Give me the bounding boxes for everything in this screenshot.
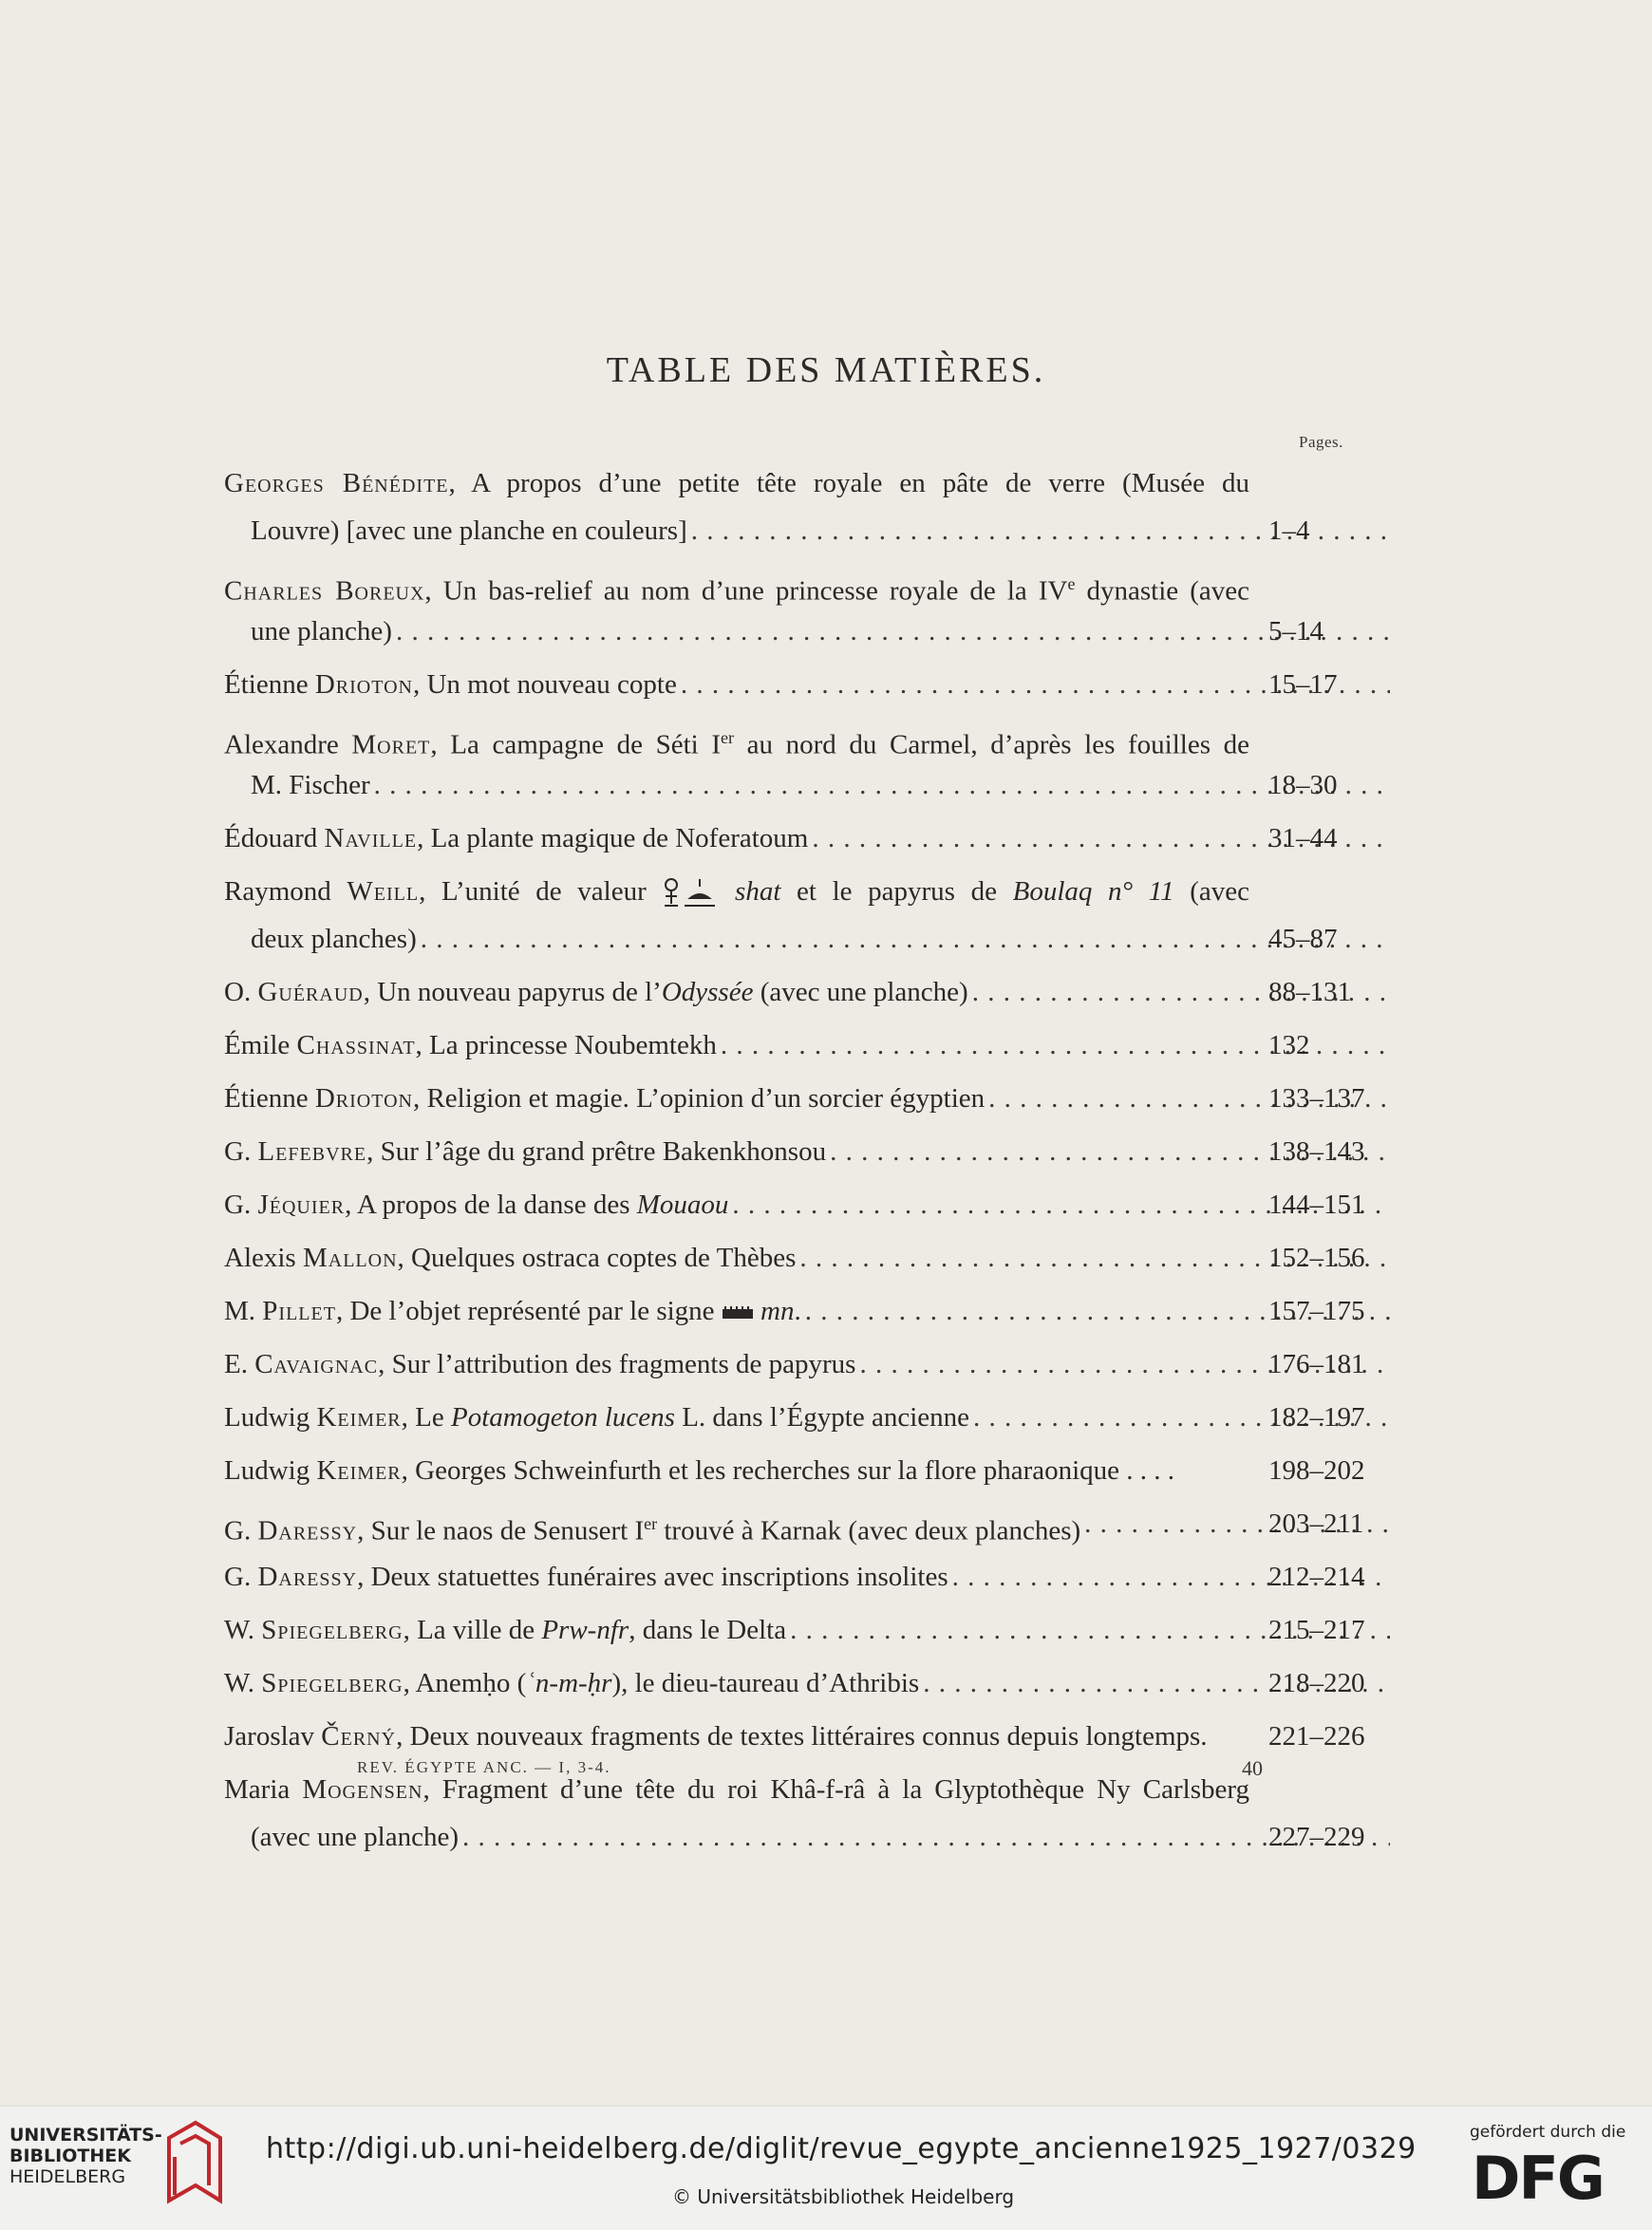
toc-entry-line: Émile Chassinat, La princesse Noubemtekh . . . <box>224 1021 1401 1069</box>
toc-page-range: 176–181 <box>1268 1349 1365 1379</box>
library-name <box>9 2125 162 2187</box>
toc-entry <box>224 1128 1401 1175</box>
toc-page-range: 88–131 <box>1268 977 1351 1007</box>
toc-entry <box>224 1553 1401 1601</box>
toc-entry <box>224 1713 1401 1760</box>
hieroglyph-shat-icon <box>662 877 719 909</box>
toc-entry <box>224 815 1401 862</box>
toc-entry-line: M. Fischer . . . <box>224 761 1401 809</box>
toc-page-range: 215–217 <box>1268 1615 1365 1645</box>
toc-entry-line: Ludwig Keimer, Le Potamogeton lucens L. dans l’Égypte ancienne . . . <box>224 1394 1401 1441</box>
dfg-logo-icon <box>1472 2147 1633 2206</box>
toc-entry-line: G. Daressy, Deux statuettes funéraires avec inscriptions insolites . . . <box>224 1553 1401 1601</box>
toc-entry-line: Ludwig Keimer, Georges Schweinfurth et les recherches sur la flore pharaonique . . . . <box>224 1455 1175 1486</box>
toc-page-range: 198–202 <box>1268 1455 1365 1486</box>
document-url-link[interactable]: http://digi.ub.uni-heidelberg.de/diglit/revue_egypte_ancienne1925_1927/0329 <box>266 2132 1417 2165</box>
toc-page-range: 31–44 <box>1268 823 1338 853</box>
hieroglyph-mn-icon <box>722 1305 754 1321</box>
toc-entry-line: M. Pillet, De l’objet représenté par le signe mn. . . . <box>224 1287 1401 1335</box>
toc-entry <box>224 1021 1401 1069</box>
toc-entry <box>224 714 1401 809</box>
toc-entry-line: G. Lefebvre, Sur l’âge du grand prêtre Bakenkhonsou . . . <box>224 1128 1401 1175</box>
library-name-line: HEIDELBERG <box>9 2166 126 2187</box>
toc-entry <box>224 1447 1401 1494</box>
toc-entry <box>224 1659 1401 1707</box>
toc-entry-line: Étienne Drioton, Religion et magie. L’opinion d’un sorcier égyptien . . . <box>224 1075 1401 1122</box>
toc-page-range: 218–220 <box>1268 1668 1365 1698</box>
toc-page-range: 132 <box>1268 1030 1310 1060</box>
toc-page-range: 182–197 <box>1268 1402 1365 1433</box>
toc-entry <box>224 1234 1401 1282</box>
toc-entry <box>224 1287 1401 1335</box>
toc-entry <box>224 661 1401 708</box>
toc-page-range: 133–137 <box>1268 1083 1365 1114</box>
toc-entry-line: O. Guéraud, Un nouveau papyrus de l’Odyssée (avec une planche) . . . <box>224 968 1401 1016</box>
toc-entry-line: Édouard Naville, La plante magique de Noferatoum . . . <box>224 815 1401 862</box>
toc-page-range: 15–17 <box>1268 669 1338 700</box>
toc-entry <box>224 868 1401 963</box>
toc-entry-line: Louvre) [avec une planche en couleurs] . . . <box>224 507 1401 554</box>
pages-column-label: Pages. <box>1299 433 1343 451</box>
library-name-line: BIBLIOTHEK <box>9 2146 131 2166</box>
toc-entry-line: W. Spiegelberg, La ville de Prw-nfr, dans le Delta . . . <box>224 1606 1401 1654</box>
toc-entry <box>224 1181 1401 1228</box>
toc-page-range: 5–14 <box>1268 616 1323 647</box>
toc-page-range: 45–87 <box>1268 924 1338 954</box>
toc-entry-line: Georges Bénédite, A propos d’une petite tête royale en pâte de verre (Musée du <box>224 468 1249 498</box>
toc-entry <box>224 968 1401 1016</box>
toc-entry-line: une planche) . . . <box>224 608 1401 655</box>
toc-page-range: 144–151 <box>1268 1190 1365 1220</box>
toc-entry <box>224 1500 1401 1547</box>
toc-entry <box>224 1340 1401 1388</box>
journal-reference: REV. ÉGYPTE ANC. — I, 3-4. <box>357 1758 611 1776</box>
toc-page-range: 138–143 <box>1268 1136 1365 1167</box>
digital-library-footer <box>0 2106 1652 2230</box>
toc-page-range: 152–156 <box>1268 1243 1365 1273</box>
toc-entry-line: Étienne Drioton, Un mot nouveau copte . . . <box>224 661 1401 708</box>
signature-number: 40 <box>1242 1756 1263 1780</box>
toc-entry-line: Raymond Weill, L’unité de valeur shat et le papyrus de Boulaq n° 11 (avec <box>224 868 1249 915</box>
toc-entry-line: Alexandre Moret, La campagne de Séti Ier au nord du Carmel, d’après les fouilles de <box>224 728 1249 760</box>
toc-entry-line: (avec une planche) . . . <box>224 1813 1401 1861</box>
toc-entry-line: Jaroslav Černý, Deux nouveaux fragments de textes littéraires connus depuis longtemps. <box>224 1721 1208 1752</box>
toc-entry-line: E. Cavaignac, Sur l’attribution des fragments de papyrus . . . <box>224 1340 1401 1388</box>
toc-page-range: 1–4 <box>1268 515 1310 546</box>
toc-page-range: 157–175 <box>1268 1296 1365 1326</box>
toc-page-range: 212–214 <box>1268 1562 1365 1592</box>
toc-entry-line: G. Daressy, Sur le naos de Senusert Ier trouvé à Karnak (avec deux planches) . . . <box>224 1500 1401 1547</box>
toc-entry <box>224 560 1401 655</box>
dfg-logo-text: DFG <box>1472 2147 1604 2206</box>
library-logo-icon <box>161 2119 228 2204</box>
library-name-line: UNIVERSITÄTS- <box>9 2125 162 2146</box>
toc-entry <box>224 1606 1401 1654</box>
toc-page-range: 227–229 <box>1268 1822 1365 1852</box>
toc-entry-line: deux planches) . . . <box>224 915 1401 963</box>
toc-entry <box>224 1766 1401 1861</box>
copyright-notice: © Universitätsbibliothek Heidelberg <box>672 2185 1015 2208</box>
toc-entry <box>224 1075 1401 1122</box>
toc-page-range: 18–30 <box>1268 770 1338 800</box>
toc-page-range: 221–226 <box>1268 1721 1365 1752</box>
funding-label: gefördert durch die <box>1470 2123 1626 2142</box>
toc-entry-line: W. Spiegelberg, Anemḥo (ʿn-m-ḥr), le dieu-taureau d’Athribis . . . <box>224 1659 1401 1707</box>
toc-entry-line: Charles Boreux, Un bas-relief au nom d’une princesse royale de la IVe dynastie (avec <box>224 574 1249 607</box>
toc-entry-line: G. Jéquier, A propos de la danse des Mouaou . . . <box>224 1181 1401 1228</box>
toc-page-range: 203–211 <box>1268 1509 1364 1539</box>
page-title: TABLE DES MATIÈRES. <box>606 350 1046 390</box>
table-of-contents <box>224 459 1401 1866</box>
toc-entry <box>224 1394 1401 1441</box>
toc-entry <box>224 459 1401 554</box>
toc-entry-line: Maria Mogensen, Fragment d’une tête du roi Khâ-f-râ à la Glyptothèque Ny Carlsberg <box>224 1774 1249 1805</box>
toc-entry-line: Alexis Mallon, Quelques ostraca coptes de Thèbes . . . <box>224 1234 1401 1282</box>
